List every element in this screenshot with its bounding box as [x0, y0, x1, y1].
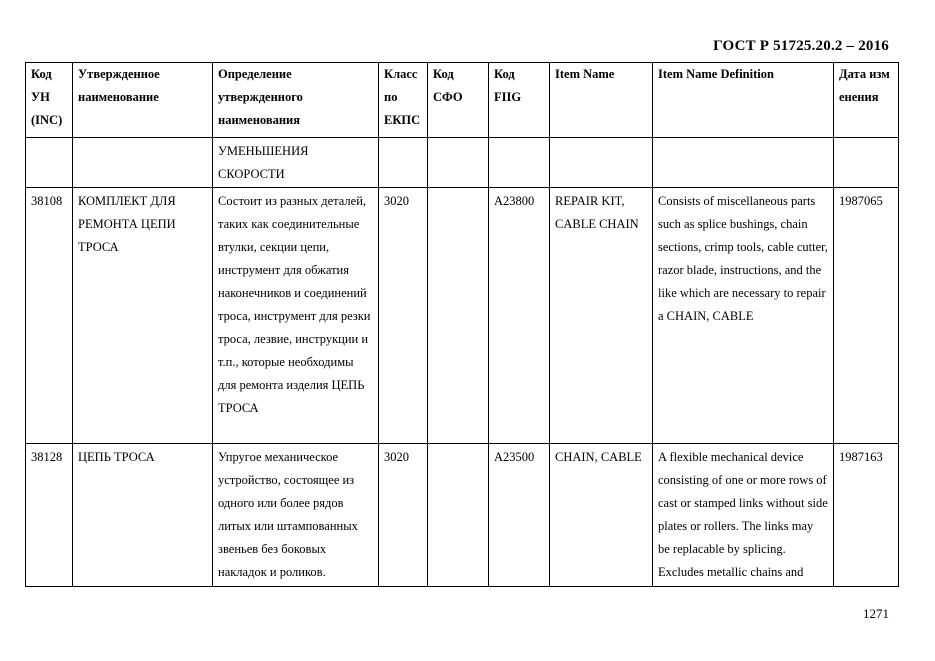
cell-definition: Состоит из разных деталей, таких как соединительные втулки, секции цепи, инструмент для обжатия наконечников и соединений троса, инструмент для резки троса, лезвие, инструкции и т.п., которые необходимы для ремонта изделия ЦЕПЬ ТРОСА	[213, 188, 379, 444]
cell-class: 3020	[379, 188, 428, 444]
cell-fiig: A23800	[489, 188, 550, 444]
col-header-approved-name: Утвержденное наименование	[73, 63, 213, 138]
cell-sfo	[428, 188, 489, 444]
cell-change-date: 1987163	[834, 444, 899, 587]
col-header-inc: Код УН (INC)	[26, 63, 73, 138]
col-header-sfo: Код СФО	[428, 63, 489, 138]
cell-class: 3020	[379, 444, 428, 587]
catalog-table	[25, 62, 899, 587]
page-number: 1271	[863, 606, 889, 621]
table-row	[26, 188, 899, 444]
standard-title: ГОСТ Р 51725.20.2 – 2016	[713, 38, 889, 54]
cell-item-name: CHAIN, CABLE	[550, 444, 653, 587]
col-header-class: Класс по ЕКПС	[379, 63, 428, 138]
cell-definition: УМЕНЬШЕНИЯ СКОРОСТИ	[213, 138, 379, 188]
col-header-fiig: Код FIIG	[489, 63, 550, 138]
table-row	[26, 444, 899, 587]
cell-approved-name: КОМПЛЕКТ ДЛЯ РЕМОНТА ЦЕПИ ТРОСА	[73, 188, 213, 444]
col-header-item-definition: Item Name Definition	[653, 63, 834, 138]
cell-definition: Упругое механическое устройство, состоящее из одного или более рядов литых или штампованных звеньев без боковых накладок и роликов.	[213, 444, 379, 587]
col-header-change-date: Дата изменения	[834, 63, 899, 138]
cell-fiig: A23500	[489, 444, 550, 587]
cell-item-definition: A flexible mechanical device consisting of one or more rows of cast or stamped links without side plates or rollers. The links may be replacable by splicing. Excludes metallic chains and	[653, 444, 834, 587]
col-header-definition: Определение утвержденного наименования	[213, 63, 379, 138]
cell-item-definition: Consists of miscellaneous parts such as splice bushings, chain sections, crimp tools, cable cutter, razor blade, instructions, and the like which are necessary to repair a CHAIN, CABLE	[653, 188, 834, 444]
cell-approved-name: ЦЕПЬ ТРОСА	[73, 444, 213, 587]
cell-change-date: 1987065	[834, 188, 899, 444]
cell-inc: 38108	[26, 188, 73, 444]
cell-inc: 38128	[26, 444, 73, 587]
col-header-item-name: Item Name	[550, 63, 653, 138]
table-header-row	[26, 63, 899, 138]
table-row	[26, 138, 899, 188]
cell-sfo	[428, 444, 489, 587]
cell-item-name: REPAIR KIT, CABLE CHAIN	[550, 188, 653, 444]
